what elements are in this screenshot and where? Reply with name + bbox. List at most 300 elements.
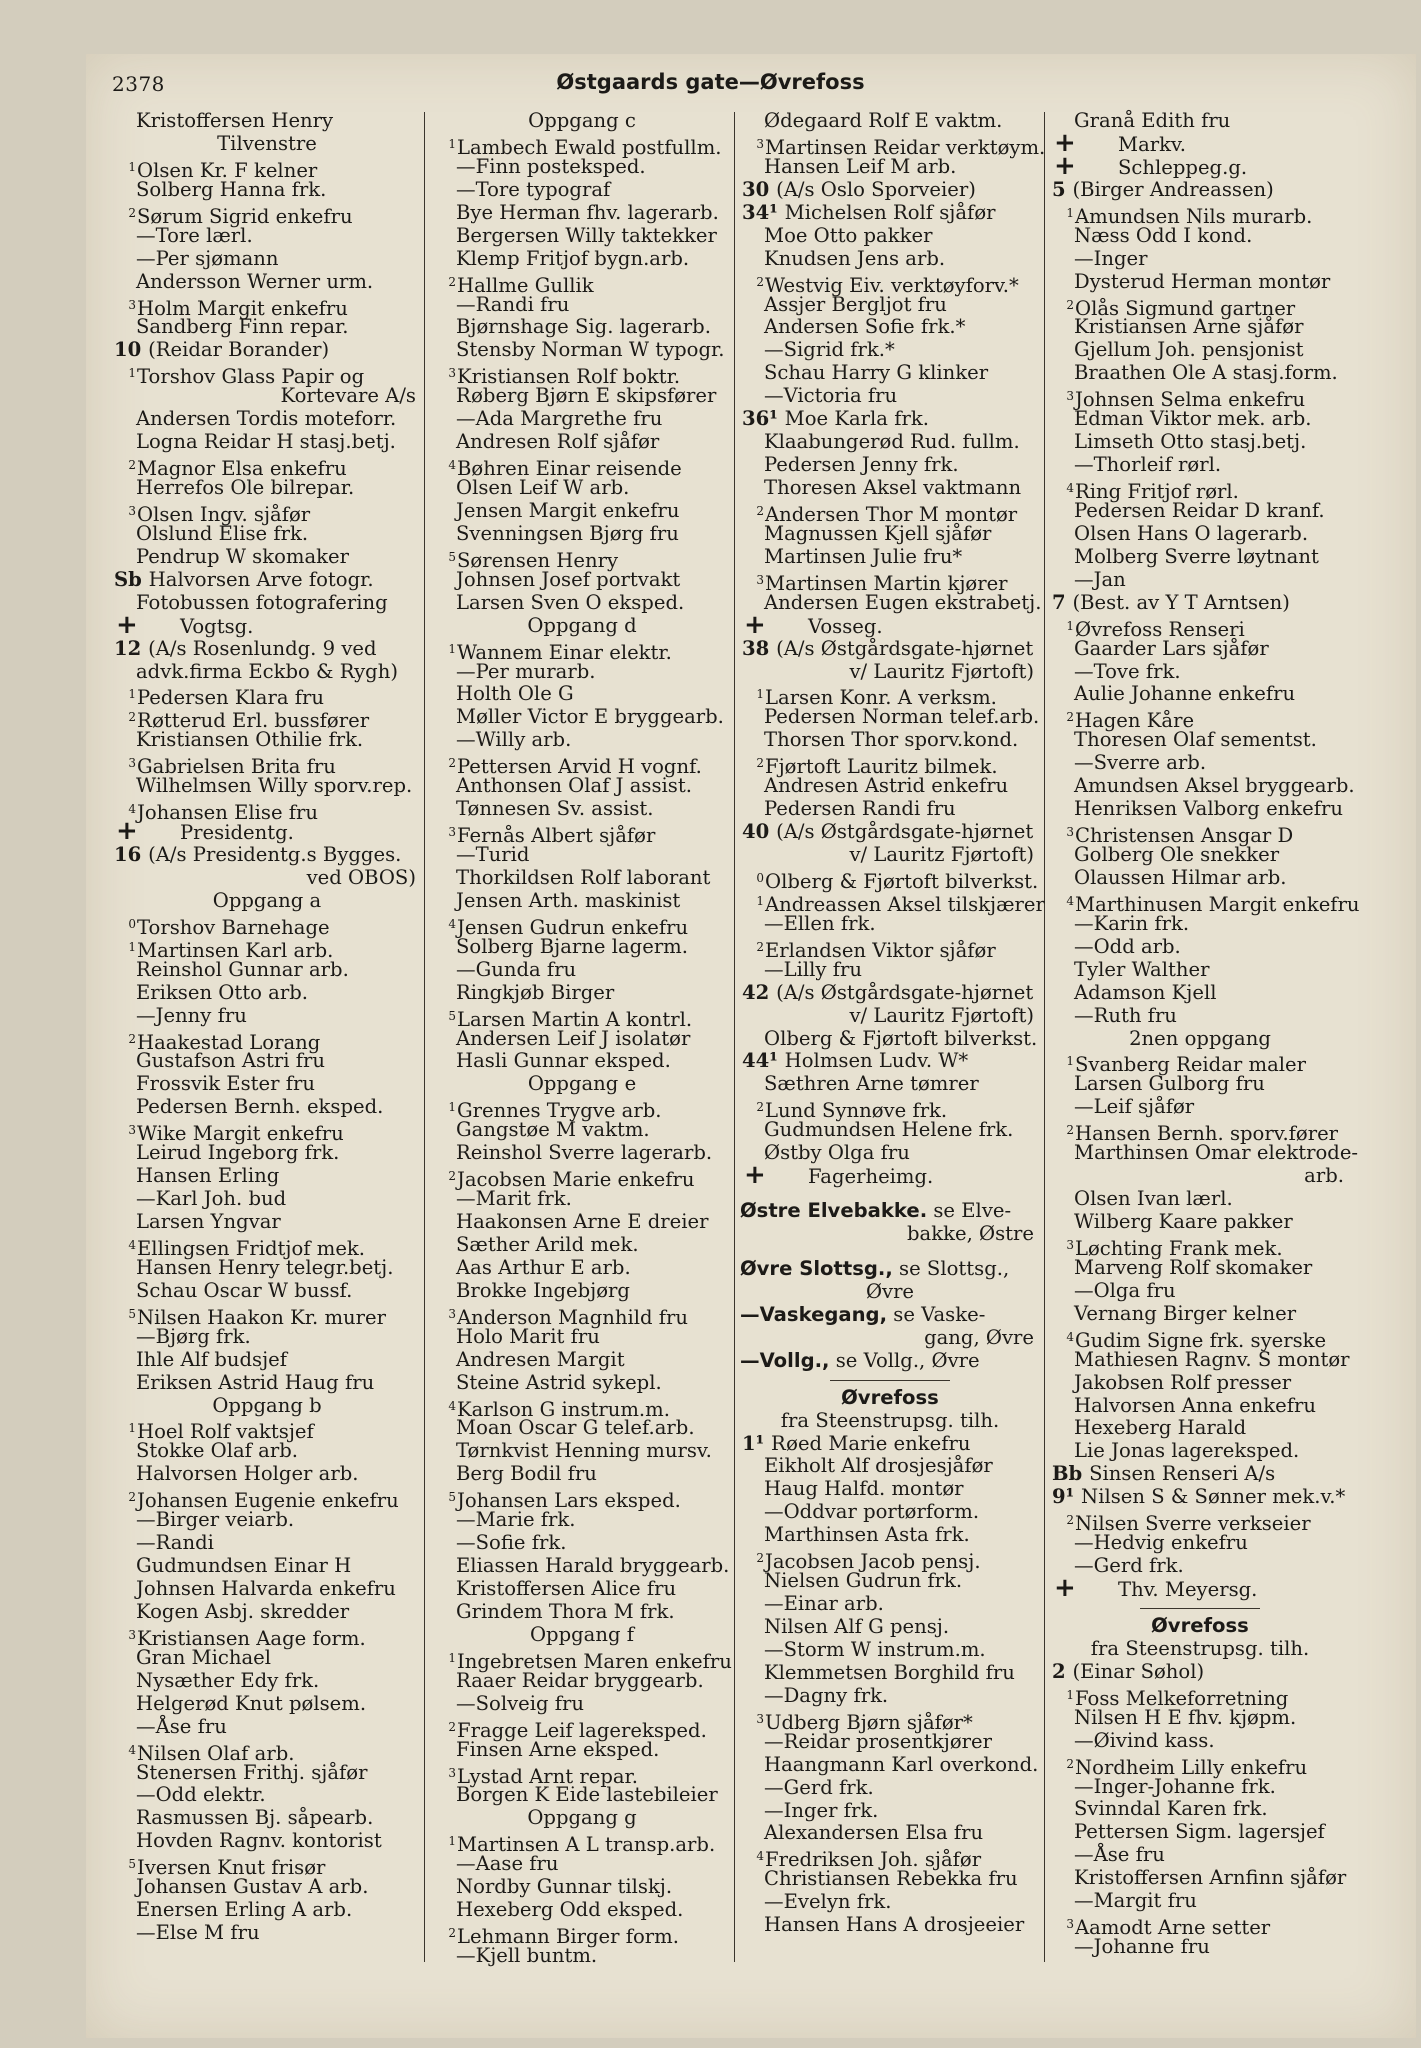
entry-text: Stensby Norman W typogr. bbox=[456, 338, 725, 362]
entry-text: Olberg & Fjørtoft bilverkst. bbox=[764, 1026, 1038, 1050]
cross-street-icon: + bbox=[1054, 127, 1076, 158]
entry-text: Øvrefoss Renseri bbox=[1075, 617, 1245, 641]
cross-reference bbox=[740, 1258, 1040, 1281]
entry-text: Østby Olga fru bbox=[764, 1141, 910, 1165]
resident-entry bbox=[740, 729, 1040, 752]
stairwell-heading: Oppgang d bbox=[527, 613, 637, 637]
resident-entry bbox=[112, 1463, 422, 1486]
resident-entry bbox=[1050, 362, 1350, 385]
resident-entry bbox=[1050, 1372, 1350, 1395]
entry-text: Marveng Rolf skomaker bbox=[1074, 1255, 1313, 1279]
entry-text: —Olga fru bbox=[1074, 1278, 1176, 1302]
entry-text: Solberg Bjarne lagerm. bbox=[456, 934, 688, 958]
resident-entry bbox=[432, 1326, 732, 1349]
floor-index: 3 bbox=[128, 297, 136, 312]
entry-text: Rasmussen Bj. såpearb. bbox=[136, 1806, 374, 1830]
resident-entry bbox=[112, 408, 422, 431]
continuation-line: ved OBOS) bbox=[306, 865, 416, 889]
entry-text: Martinsen Reidar verktøym. bbox=[765, 135, 1046, 159]
entry-text: Nilsen Alf G pensj. bbox=[764, 1615, 950, 1638]
house-text: Michelsen Rolf sjåfør bbox=[784, 200, 996, 224]
entry-text: —Victoria fru bbox=[764, 384, 898, 408]
entry-text: Fjørtoft Lauritz bilmek. bbox=[765, 755, 998, 779]
entry-text: —Evelyn frk. bbox=[764, 1890, 892, 1914]
entry-text: —Einar arb. bbox=[764, 1592, 884, 1616]
resident-entry bbox=[740, 936, 1040, 962]
entry-text: Wilberg Kaare pakker bbox=[1074, 1210, 1293, 1233]
entry-text: Olslund Elise frk. bbox=[136, 521, 309, 545]
continuation-line: v/ Lauritz Fjørtoft) bbox=[849, 1003, 1034, 1027]
resident-entry bbox=[112, 248, 422, 271]
entry-text: Braathen Ole A stasj.form. bbox=[1074, 361, 1338, 385]
resident-entry bbox=[432, 156, 732, 179]
resident-entry bbox=[112, 1624, 422, 1650]
resident-entry bbox=[112, 1050, 422, 1073]
entry-text: Vernang Birger kelner bbox=[1074, 1301, 1297, 1325]
entry-text: —Inger bbox=[1074, 246, 1148, 270]
resident-entry bbox=[432, 362, 732, 389]
resident-entry bbox=[432, 1372, 732, 1395]
resident-entry bbox=[112, 1486, 422, 1513]
resident-entry bbox=[432, 431, 732, 454]
entry-text: Klemp Fritjof bygn.arb. bbox=[456, 246, 690, 270]
entry-text: Hansen Henry telegr.betj. bbox=[136, 1255, 394, 1279]
entry-text: Marthinusen Margit enkefru bbox=[1075, 892, 1360, 916]
entry-text: Bøhren Einar reisende bbox=[457, 457, 682, 481]
resident-entry bbox=[740, 683, 1040, 710]
resident-entry bbox=[1050, 1395, 1350, 1418]
resident-entry bbox=[1050, 638, 1350, 661]
cross-street-name: Vogtsg. bbox=[180, 614, 254, 638]
entry-text: Moan Oscar G telef.arb. bbox=[456, 1416, 695, 1440]
continuation-line: Kortevare A/s bbox=[280, 384, 416, 408]
entry-text: Olås Sigmund gartner bbox=[1075, 296, 1296, 320]
resident-entry bbox=[740, 477, 1040, 500]
resident-entry bbox=[112, 1578, 422, 1601]
resident-entry bbox=[112, 1899, 422, 1922]
entry-text: Andersen Eugen ekstrabetj. bbox=[764, 590, 1042, 614]
resident-entry bbox=[432, 1257, 732, 1280]
floor-index: 3 bbox=[1066, 825, 1074, 840]
entry-text: Amundsen Aksel bryggearb. bbox=[1074, 774, 1355, 798]
house-text: Moe Karla frk. bbox=[784, 407, 929, 431]
cross-reference bbox=[740, 1350, 1040, 1373]
resident-entry bbox=[1050, 1417, 1350, 1440]
entry-text: Hexeberg Harald bbox=[1074, 1416, 1247, 1440]
continuation-line: v/ Lauritz Fjørtoft) bbox=[849, 659, 1034, 683]
entry-text: Martinsen Julie fru* bbox=[764, 544, 963, 568]
resident-entry bbox=[432, 316, 732, 339]
entry-text: Kristoffersen Alice fru bbox=[456, 1577, 677, 1600]
entry-text: Schau Harry G klinker bbox=[764, 361, 989, 385]
continuation-line: v/ Lauritz Fjørtoft) bbox=[849, 843, 1034, 866]
entry-text: Hallme Gullik bbox=[457, 273, 594, 297]
resident-entry bbox=[740, 1524, 1040, 1547]
entry-text: Kristiansen Othilie frk. bbox=[136, 728, 364, 752]
cross-street-row bbox=[1050, 1573, 1350, 1603]
entry-text: Johansen Eugenie enkefru bbox=[137, 1489, 399, 1513]
house-number-row bbox=[112, 339, 422, 362]
entry-text: Johnsen Selma enkefru bbox=[1075, 388, 1306, 412]
entry-text: Olsen Hans O lagerarb. bbox=[1074, 521, 1309, 545]
resident-entry bbox=[432, 1142, 732, 1165]
entry-text: —Ruth fru bbox=[1074, 1003, 1177, 1027]
house-text: Røed Marie enkefru bbox=[771, 1431, 971, 1455]
house-number-row bbox=[740, 638, 1040, 661]
floor-index: 0 bbox=[756, 870, 764, 885]
resident-entry bbox=[432, 1509, 732, 1532]
entry-text: Larsen Martin A kontrl. bbox=[457, 1007, 693, 1031]
resident-entry bbox=[432, 1922, 732, 1949]
cross-reference bbox=[740, 1200, 1040, 1223]
street-heading: Øvrefoss bbox=[1151, 1613, 1249, 1637]
entry-text: Enersen Erling A arb. bbox=[136, 1898, 353, 1922]
entry-text: Kristiansen Rolf boktr. bbox=[457, 365, 681, 389]
resident-entry bbox=[112, 1670, 422, 1693]
reference-target: se Elve- bbox=[927, 1199, 1012, 1223]
entry-text: —Sofie frk. bbox=[456, 1531, 567, 1555]
resident-entry bbox=[740, 798, 1040, 821]
entry-text: —Bjørg frk. bbox=[136, 1324, 251, 1348]
resident-entry bbox=[112, 1165, 422, 1188]
street-heading: Øvrefoss bbox=[841, 1385, 939, 1409]
resident-entry bbox=[112, 592, 422, 615]
resident-entry bbox=[112, 1830, 422, 1853]
house-number: 10 bbox=[114, 338, 149, 362]
house-text: (Best. av Y T Arntsen) bbox=[1072, 590, 1290, 614]
entry-text: Thoresen Olaf sementst. bbox=[1074, 728, 1317, 752]
resident-entry bbox=[740, 1073, 1040, 1096]
resident-entry bbox=[740, 546, 1040, 569]
entry-text: Ingebretsen Maren enkefru bbox=[457, 1649, 732, 1673]
entry-text: Nilsen Sverre verkseier bbox=[1075, 1512, 1311, 1536]
entry-text: Eliassen Harald bryggearb. bbox=[456, 1554, 730, 1578]
cross-street-row bbox=[112, 609, 422, 640]
resident-entry bbox=[432, 1830, 732, 1857]
entry-text: —Birger veiarb. bbox=[136, 1508, 295, 1532]
resident-entry bbox=[1050, 752, 1350, 775]
entry-text: Løchting Frank mek. bbox=[1075, 1236, 1283, 1260]
entry-text: —Karl Joh. bud bbox=[136, 1187, 287, 1211]
resident-entry bbox=[740, 454, 1040, 477]
entry-text: Anthonsen Olaf J assist. bbox=[456, 774, 692, 798]
entry-text: —Randi fru bbox=[456, 292, 570, 316]
resident-entry bbox=[740, 339, 1040, 362]
resident-entry bbox=[1050, 774, 1355, 798]
continuation-line: arb. bbox=[1304, 1164, 1344, 1188]
resident-entry bbox=[1050, 844, 1350, 867]
floor-index: 4 bbox=[448, 1398, 456, 1413]
entry-text: Hexeberg Odd eksped. bbox=[456, 1898, 684, 1922]
resident-entry bbox=[740, 1639, 1040, 1662]
entry-text: —Lilly fru bbox=[764, 957, 862, 981]
entry-text: Helgerød Knut pølsem. bbox=[136, 1691, 367, 1715]
resident-entry bbox=[112, 110, 422, 133]
resident-entry bbox=[112, 1853, 422, 1880]
entry-text: Frossvik Ester fru bbox=[136, 1072, 315, 1096]
entry-text: Kristiansen Aage form. bbox=[137, 1626, 366, 1650]
entry-text: Hovden Ragnv. kontorist bbox=[136, 1829, 382, 1853]
entry-text: Solberg Hanna frk. bbox=[136, 177, 327, 201]
entry-text: —Tore lærl. bbox=[136, 223, 253, 247]
house-number-row bbox=[740, 1050, 1040, 1073]
column-rule bbox=[1044, 112, 1045, 1962]
resident-entry bbox=[1050, 202, 1350, 228]
entry-text: Martinsen A L transp.arb. bbox=[457, 1833, 716, 1857]
resident-entry bbox=[112, 1303, 422, 1329]
house-number-row bbox=[740, 821, 1040, 844]
entry-text: —Åse fru bbox=[136, 1714, 227, 1738]
cross-street-row bbox=[1050, 127, 1350, 158]
entry-text: Marthinsen Omar elektrode- bbox=[1074, 1141, 1359, 1165]
floor-index: 1 bbox=[1066, 205, 1074, 220]
street-line: fra Steenstrupsg. tilh. bbox=[780, 1408, 1000, 1432]
entry-text: Svanberg Reidar maler bbox=[1075, 1053, 1306, 1077]
resident-entry bbox=[432, 1853, 732, 1876]
entry-text: Bye Herman fhv. lagerarb. bbox=[456, 200, 719, 224]
floor-index: 1 bbox=[448, 136, 456, 151]
floor-index: 3 bbox=[448, 366, 456, 381]
cross-street-name: Thv. Meyersg. bbox=[1118, 1578, 1258, 1601]
resident-entry bbox=[740, 385, 1040, 408]
resident-entry bbox=[432, 1005, 732, 1031]
resident-entry bbox=[112, 729, 422, 752]
reference-target: se Vollg., Øvre bbox=[829, 1348, 980, 1372]
resident-entry bbox=[112, 1096, 422, 1119]
floor-index: 3 bbox=[756, 136, 764, 151]
entry-text: Tyler Walther bbox=[1074, 957, 1210, 981]
entry-text: Haakestad Lorang bbox=[137, 1030, 321, 1054]
house-text: Holmsen Ludv. W* bbox=[784, 1049, 969, 1073]
entry-text: Logna Reidar H stasj.betj. bbox=[136, 430, 396, 454]
resident-entry bbox=[740, 500, 1040, 526]
entry-text: Ihle Alf budsjef bbox=[136, 1347, 288, 1371]
resident-entry bbox=[432, 959, 732, 982]
entry-text: Ødegaard Rolf E vaktm. bbox=[764, 109, 1003, 132]
entry-text: Eikholt Alf drosjesjåfør bbox=[764, 1454, 993, 1478]
resident-entry bbox=[112, 523, 422, 546]
resident-entry bbox=[1050, 546, 1350, 569]
entry-text: Jensen Gudrun enkefru bbox=[457, 915, 689, 939]
cross-reference bbox=[740, 1304, 1040, 1327]
stairwell-heading: Oppgang g bbox=[527, 1806, 637, 1830]
entry-text: Haakonsen Arne E dreier bbox=[456, 1210, 709, 1233]
resident-entry bbox=[112, 1693, 422, 1716]
entry-text: Pedersen Bernh. eksped. bbox=[136, 1095, 384, 1119]
entry-text: Eriksen Astrid Haug fru bbox=[136, 1370, 375, 1394]
column-rule bbox=[424, 112, 425, 1962]
entry-text: Thoresen Aksel vaktmann bbox=[764, 476, 1022, 499]
resident-entry bbox=[432, 385, 732, 408]
resident-entry bbox=[1050, 385, 1350, 412]
resident-entry bbox=[432, 867, 732, 890]
house-number: 7 bbox=[1052, 590, 1073, 614]
entry-text: Bjørnshage Sig. lagerarb. bbox=[456, 315, 711, 339]
entry-text: —Thorleif rørl. bbox=[1074, 453, 1222, 477]
reference-street: Østre Elvebakke. bbox=[740, 1199, 928, 1223]
resident-entry bbox=[1050, 798, 1350, 821]
resident-entry bbox=[432, 1349, 732, 1372]
entry-text: Pendrup W skomaker bbox=[136, 544, 350, 568]
floor-index: 2 bbox=[448, 1926, 456, 1941]
resident-entry bbox=[112, 156, 422, 182]
resident-entry bbox=[432, 500, 732, 523]
resident-entry bbox=[740, 706, 1040, 729]
entry-text: Grennes Trygve arb. bbox=[457, 1099, 662, 1123]
resident-entry bbox=[740, 913, 1040, 936]
house-number-row bbox=[740, 1433, 1040, 1456]
resident-entry bbox=[112, 294, 422, 320]
cross-street-name: Schleppeg.g. bbox=[1118, 155, 1248, 179]
entry-text: —Åse fru bbox=[1074, 1843, 1165, 1867]
resident-entry bbox=[432, 248, 732, 271]
resident-entry bbox=[432, 271, 732, 297]
entry-text: Holm Margit enkefru bbox=[137, 296, 348, 320]
entry-text: Limseth Otto stasj.betj. bbox=[1074, 430, 1307, 454]
entry-text: —Marie frk. bbox=[456, 1508, 576, 1532]
resident-entry bbox=[432, 1899, 732, 1922]
floor-index: 2 bbox=[756, 1100, 764, 1115]
resident-entry bbox=[432, 202, 732, 225]
floor-index: 3 bbox=[128, 503, 136, 518]
resident-entry bbox=[432, 1211, 732, 1234]
entry-text: Andersen Sofie frk.* bbox=[764, 315, 966, 339]
resident-entry bbox=[112, 1257, 422, 1280]
resident-entry bbox=[112, 1417, 422, 1444]
resident-entry bbox=[740, 1501, 1040, 1524]
entry-text: Karlson G instrum.m. bbox=[457, 1397, 670, 1421]
resident-entry bbox=[432, 1417, 732, 1440]
resident-entry bbox=[112, 1028, 422, 1054]
resident-entry bbox=[1050, 1050, 1350, 1077]
entry-text: Edman Viktor mek. arb. bbox=[1074, 407, 1312, 431]
entry-text: Olsen Kr. F kelner bbox=[137, 158, 318, 182]
entry-text: Lystad Arnt repar. bbox=[457, 1764, 638, 1788]
entry-text: Lund Synnøve frk. bbox=[765, 1099, 948, 1123]
resident-entry bbox=[740, 316, 1040, 339]
resident-entry bbox=[112, 798, 422, 825]
house-text: (A/s Østgårdsgate-hjørnet bbox=[776, 980, 1034, 1004]
resident-entry bbox=[112, 431, 422, 454]
resident-entry bbox=[112, 316, 422, 339]
resident-entry bbox=[432, 936, 732, 959]
resident-entry bbox=[112, 225, 422, 248]
floor-index: 1 bbox=[1066, 1054, 1074, 1069]
resident-entry bbox=[740, 775, 1040, 798]
resident-entry bbox=[112, 1119, 422, 1146]
resident-entry bbox=[432, 408, 732, 431]
entry-text: Jensen Margit enkefru bbox=[456, 498, 680, 522]
resident-entry bbox=[740, 592, 1040, 615]
resident-entry bbox=[1050, 1555, 1350, 1578]
entry-text: —Tove frk. bbox=[1074, 659, 1181, 683]
entry-text: Nilsen Olaf arb. bbox=[137, 1741, 295, 1765]
entry-text: —Reidar prosentkjører bbox=[764, 1729, 992, 1753]
entry-text: —Marit frk. bbox=[456, 1187, 572, 1211]
resident-entry bbox=[740, 1593, 1040, 1616]
stairwell-heading: Oppgang e bbox=[527, 1072, 637, 1096]
house-number: 44¹ bbox=[742, 1049, 785, 1073]
entry-text: Henriksen Valborg enkefru bbox=[1074, 797, 1344, 821]
house-number: 2 bbox=[1052, 1659, 1073, 1683]
entry-text: Andresen Rolf sjåfør bbox=[456, 430, 660, 454]
floor-index: 1 bbox=[448, 641, 456, 656]
resident-entry bbox=[432, 339, 732, 362]
resident-entry bbox=[1050, 936, 1350, 959]
continuation-line: gang, Øvre bbox=[924, 1325, 1034, 1349]
house-text: Sinsen Renseri A/s bbox=[1089, 1462, 1276, 1486]
entry-text: Gustafson Astri fru bbox=[136, 1049, 326, 1073]
resident-entry bbox=[740, 1096, 1040, 1123]
floor-index: 2 bbox=[1066, 297, 1074, 312]
entry-text: Olsen Ingv. sjåfør bbox=[137, 502, 311, 526]
entry-text: Gran Michael bbox=[136, 1645, 272, 1669]
cross-street-icon: + bbox=[1054, 150, 1076, 181]
cross-street-row bbox=[1050, 150, 1350, 181]
resident-entry bbox=[740, 523, 1040, 546]
entry-text: Fragge Leif lagereksped. bbox=[457, 1718, 707, 1742]
resident-entry bbox=[112, 362, 422, 389]
entry-text: Gudim Signe frk. syerske bbox=[1075, 1328, 1327, 1352]
resident-entry bbox=[1050, 454, 1350, 477]
entry-text: —Else M fru bbox=[136, 1921, 260, 1945]
resident-entry bbox=[432, 1119, 732, 1142]
entry-text: —Inger-Johanne frk. bbox=[1074, 1774, 1276, 1798]
floor-index: 2 bbox=[448, 274, 456, 289]
entry-text: Granå Edith fru bbox=[1074, 109, 1231, 132]
continuation-line: bakke, Østre bbox=[907, 1222, 1034, 1245]
reference-street: Øvre Slottsg., bbox=[740, 1256, 893, 1280]
entry-text: Sørensen Henry bbox=[457, 548, 619, 572]
resident-entry bbox=[740, 1708, 1040, 1734]
house-text: (A/s Oslo Sporveier) bbox=[776, 177, 976, 201]
entry-text: Johansen Gustav A arb. bbox=[136, 1875, 369, 1899]
entry-text: Klaabungerød Rud. fullm. bbox=[764, 430, 1020, 454]
entry-text: —Oddvar portørform. bbox=[764, 1500, 980, 1524]
entry-text: Andreassen Aksel tilskjærer bbox=[765, 892, 1045, 916]
reference-street: —Vaskegang, bbox=[740, 1302, 888, 1326]
entry-text: Ringkjøb Birger bbox=[456, 980, 615, 1004]
entry-text: Knudsen Jens arb. bbox=[764, 246, 946, 270]
house-text: (A/s Presidentg.s Bygges. bbox=[148, 843, 402, 866]
entry-text: Jacobsen Marie enkefru bbox=[457, 1168, 695, 1192]
resident-entry bbox=[1050, 913, 1350, 936]
entry-text: Tønnesen Sv. assist. bbox=[456, 797, 654, 821]
entry-text: Schau Oscar W bussf. bbox=[136, 1278, 353, 1302]
floor-index: 2 bbox=[128, 1490, 136, 1505]
entry-text: Berg Bodil fru bbox=[456, 1462, 597, 1486]
floor-index: 2 bbox=[1066, 1513, 1074, 1528]
resident-entry bbox=[432, 1762, 732, 1788]
stairwell-heading: Oppgang c bbox=[528, 109, 636, 132]
floor-index: 2 bbox=[756, 939, 764, 954]
resident-entry bbox=[112, 1807, 422, 1830]
entry-text: Adamson Kjell bbox=[1074, 980, 1217, 1004]
floor-index: 1 bbox=[128, 366, 136, 381]
resident-entry bbox=[112, 1876, 422, 1899]
entry-text: —Karin frk. bbox=[1074, 911, 1190, 935]
house-number-row bbox=[112, 638, 422, 661]
resident-entry bbox=[112, 1762, 422, 1785]
resident-entry bbox=[432, 1280, 732, 1303]
resident-entry bbox=[432, 1028, 732, 1051]
floor-index: 3 bbox=[1066, 1917, 1074, 1932]
floor-index: 1 bbox=[1066, 618, 1074, 633]
entry-text: Gangstøe M vaktm. bbox=[456, 1118, 650, 1142]
entry-text: Erlandsen Viktor sjåfør bbox=[765, 938, 996, 962]
entry-text: Nordby Gunnar tilskj. bbox=[456, 1875, 673, 1899]
entry-text: Tørnkvist Henning mursv. bbox=[456, 1439, 712, 1463]
